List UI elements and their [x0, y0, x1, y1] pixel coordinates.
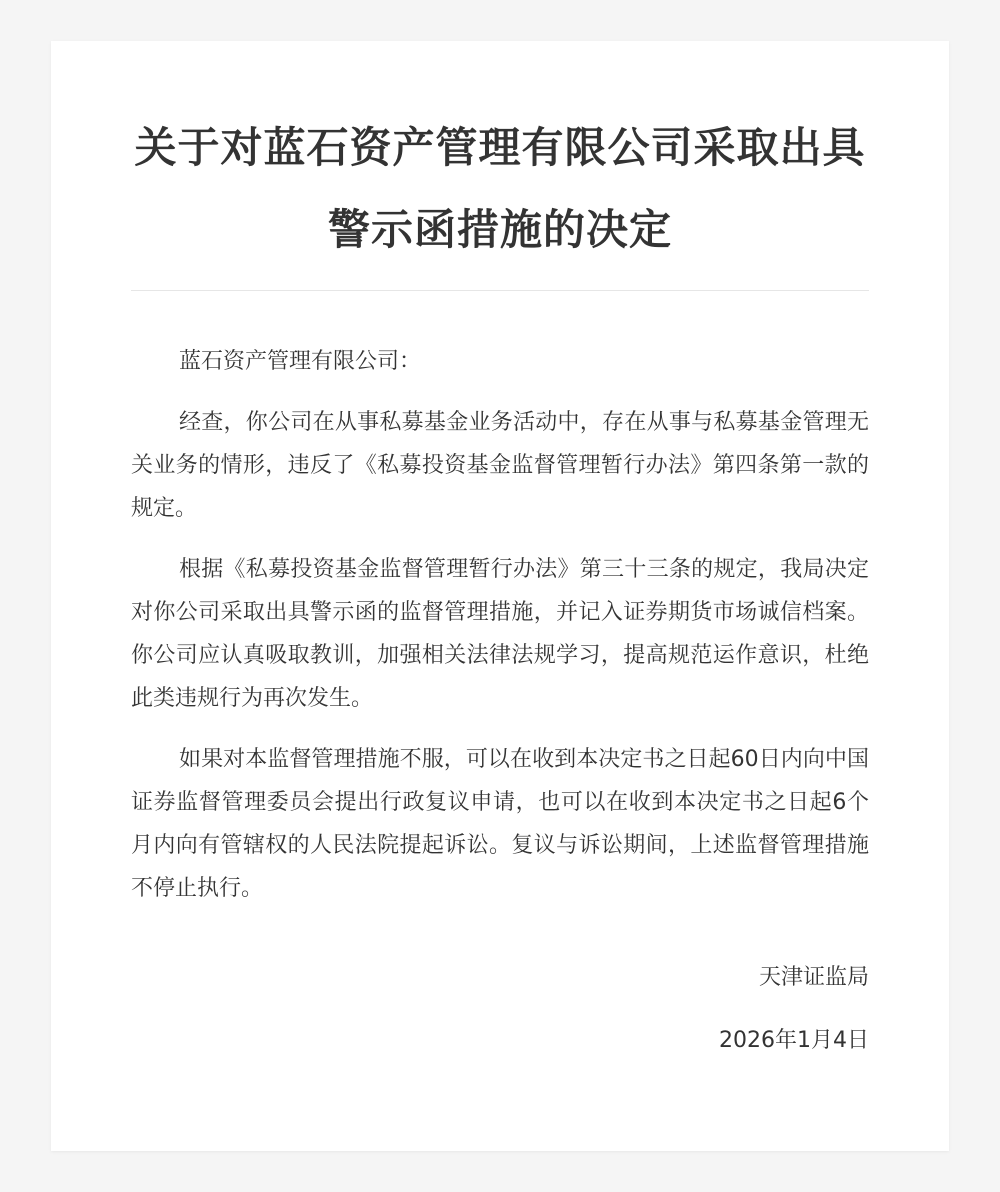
- salutation: 蓝石资产管理有限公司：: [179, 349, 422, 374]
- paragraph-decision: 根据《私募投资基金监督管理暂行办法》第三十三条的规定，我局决定对你公司采取出具警示函的监督管理措施，并记入证券期货市场诚信档案。你公司应认真吸取教训，加强相关法律法规学习，提高规范运作意识，杜绝此类违规行为再次发生。: [131, 557, 869, 711]
- document-body: [131, 340, 869, 910]
- document-title: 关于对蓝石资产管理有限公司采取出具警示函措施的决定: [134, 123, 866, 254]
- title-divider: [131, 290, 869, 291]
- issue-date: 2026年1月4日: [719, 1028, 869, 1053]
- paragraph-findings: 经查，你公司在从事私募基金业务活动中，存在从事与私募基金管理无关业务的情形，违反了《私募投资基金监督管理暂行办法》第四条第一款的规定。: [131, 410, 869, 521]
- paragraph-appeal: 如果对本监督管理措施不服，可以在收到本决定书之日起60日内向中国证券监督管理委员会提出行政复议申请，也可以在收到本决定书之日起6个月内向有管辖权的人民法院提起诉讼。复议与诉讼期间，上述监督管理措施不停止执行。: [131, 747, 869, 901]
- issuer-signature: 天津证监局: [758, 965, 869, 990]
- document-card: [51, 41, 949, 1151]
